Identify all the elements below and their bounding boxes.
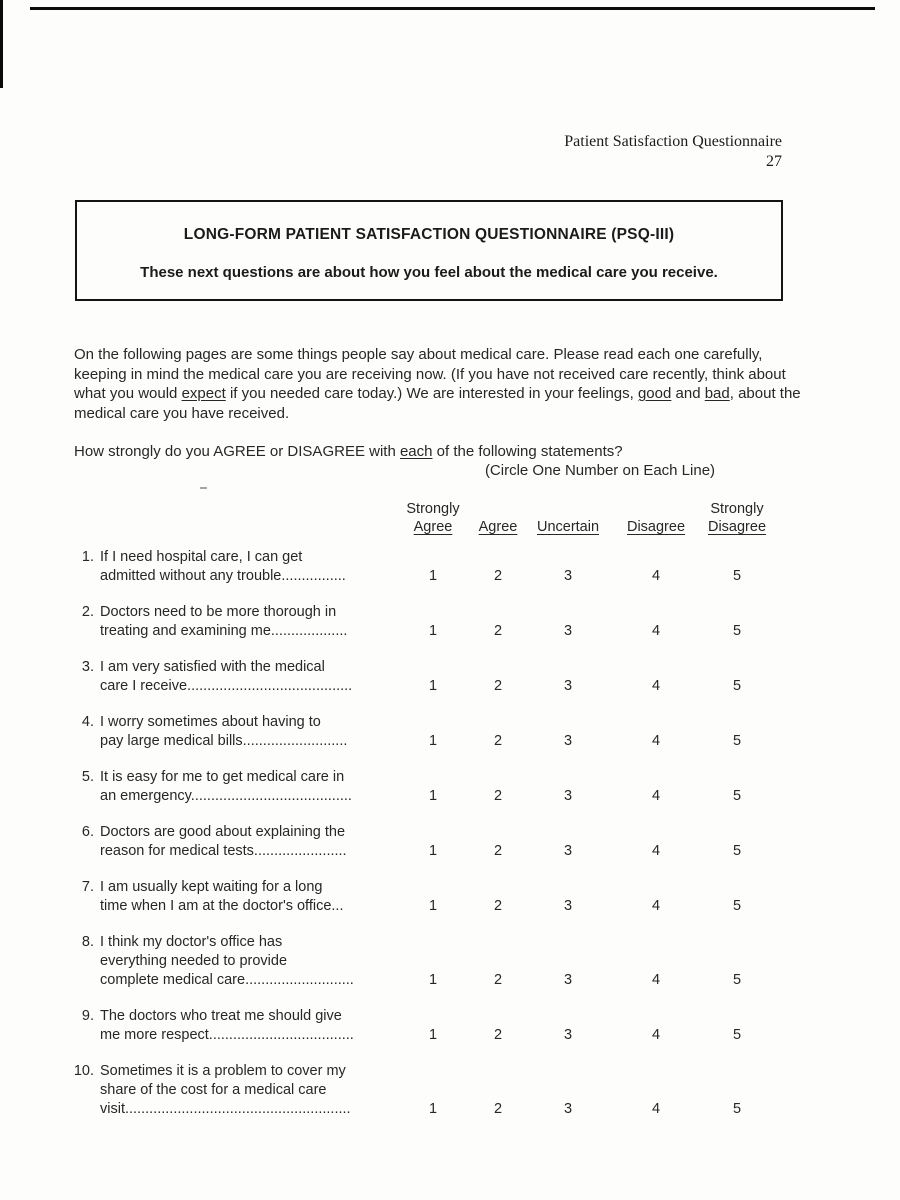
- instruction-text: How strongly do you AGREE or DISAGREE with: [74, 443, 400, 460]
- rating-value: 4: [651, 898, 661, 914]
- rating-value: 3: [563, 678, 573, 694]
- rating-value: 3: [563, 623, 573, 639]
- rating-value: 4: [651, 678, 661, 694]
- item-text-line: reason for medical tests.......................: [100, 843, 347, 859]
- scale-column-uncertain: [530, 494, 606, 536]
- rating-value: 2: [493, 678, 503, 694]
- circle-instruction: (Circle One Number on Each Line): [484, 462, 716, 479]
- item-number: 8.: [81, 934, 94, 950]
- rating-value: 1: [428, 843, 438, 859]
- rating-value: 1: [428, 623, 438, 639]
- item-text: [100, 878, 400, 916]
- item-text: [100, 603, 400, 641]
- questionnaire-row: [72, 603, 842, 641]
- rating-value: 2: [493, 1101, 503, 1117]
- rating-value: 5: [732, 568, 742, 584]
- rating-value: 2: [493, 623, 503, 639]
- rating-value: 2: [493, 788, 503, 804]
- underlined-term-bad: bad: [704, 385, 730, 402]
- scale-label-line: Agree: [413, 519, 453, 535]
- item-text: [100, 1062, 400, 1119]
- rating-value: 3: [563, 1101, 573, 1117]
- rating-value: 5: [732, 1027, 742, 1043]
- page-number: 27: [766, 153, 782, 170]
- item-text-line: share of the cost for a medical care: [100, 1082, 327, 1098]
- rating-value: 2: [493, 1027, 503, 1043]
- item-number: 7.: [81, 879, 94, 895]
- rating-value: 3: [563, 788, 573, 804]
- intro-text: and: [671, 385, 705, 402]
- rating-value: 1: [428, 898, 438, 914]
- scale-label-line: Disagree: [626, 519, 686, 535]
- rating-value: 2: [493, 568, 503, 584]
- item-text-line: It is easy for me to get medical care in: [100, 769, 345, 785]
- rating-value: 3: [563, 898, 573, 914]
- item-text-line: I am very satisfied with the medical: [100, 659, 325, 675]
- item-number: 3.: [81, 659, 94, 675]
- item-text-line: I am usually kept waiting for a long: [100, 879, 323, 895]
- item-text-line: Sometimes it is a problem to cover my: [100, 1063, 346, 1079]
- rating-value: 5: [732, 788, 742, 804]
- rating-scale-header: [400, 494, 768, 536]
- item-text-line: everything needed to provide: [100, 953, 288, 969]
- rating-value: 4: [651, 733, 661, 749]
- rating-value: 5: [732, 843, 742, 859]
- item-text-line: If I need hospital care, I can get: [100, 549, 303, 565]
- rating-value: 1: [428, 788, 438, 804]
- rating-value: 5: [732, 898, 742, 914]
- questionnaire-row: [72, 1062, 842, 1119]
- rating-value: 1: [428, 733, 438, 749]
- rating-value: 3: [563, 733, 573, 749]
- questionnaire-row: [72, 548, 842, 586]
- rating-value: 1: [428, 1027, 438, 1043]
- underlined-term-good: good: [637, 385, 672, 402]
- questionnaire-title: LONG-FORM PATIENT SATISFACTION QUESTIONNAIRE (PSQ-III): [183, 226, 675, 243]
- item-number: 10.: [73, 1063, 94, 1079]
- rating-value: 3: [563, 568, 573, 584]
- scale-label-line: Strongly: [406, 501, 460, 517]
- item-text-line: time when I am at the doctor's office...: [100, 898, 344, 914]
- scale-label-line: Agree: [478, 519, 518, 535]
- item-text-line: visit........................................................: [100, 1101, 351, 1117]
- rating-value: 2: [493, 972, 503, 988]
- rating-value: 1: [428, 678, 438, 694]
- scale-column-strongly-agree: [400, 494, 466, 536]
- item-text-line: I worry sometimes about having to: [100, 714, 321, 730]
- item-text-line: Doctors are good about explaining the: [100, 824, 346, 840]
- item-text-line: Doctors need to be more thorough in: [100, 604, 337, 620]
- scale-label-line: Strongly: [710, 501, 764, 517]
- questionnaire-row: [72, 1007, 842, 1045]
- page-header: [564, 132, 782, 172]
- underlined-term-expect: expect: [181, 385, 226, 402]
- instruction-text: of the following statements?: [432, 443, 623, 460]
- scale-column-disagree: [606, 494, 706, 536]
- questionnaire-subtitle: These next questions are about how you feel about the medical care you receive.: [140, 264, 718, 281]
- item-number: 9.: [81, 1008, 94, 1024]
- rating-value: 5: [732, 1101, 742, 1117]
- rating-value: 4: [651, 843, 661, 859]
- item-number: 6.: [81, 824, 94, 840]
- intro-text: if you needed care today.) We are interested in your feelings,: [225, 385, 638, 402]
- rating-value: 5: [732, 733, 742, 749]
- item-text: [100, 1007, 400, 1045]
- underlined-term-each: each: [399, 443, 433, 460]
- questionnaire-row: [72, 713, 842, 751]
- item-text: [100, 548, 400, 586]
- item-number: 2.: [81, 604, 94, 620]
- scan-artifact-top-line: [30, 7, 875, 10]
- rating-value: 5: [732, 623, 742, 639]
- item-text-line: admitted without any trouble................: [100, 568, 346, 584]
- rating-value: 2: [493, 733, 503, 749]
- questionnaire-row: [72, 658, 842, 696]
- item-text: [100, 768, 400, 806]
- rating-value: 2: [493, 898, 503, 914]
- questionnaire-row: [72, 823, 842, 861]
- rating-value: 4: [651, 788, 661, 804]
- questionnaire-row: [72, 768, 842, 806]
- item-number: 1.: [81, 549, 94, 565]
- questionnaire-row: [72, 878, 842, 916]
- rating-value: 3: [563, 843, 573, 859]
- header-title: Patient Satisfaction Questionnaire: [564, 133, 782, 150]
- rating-value: 1: [428, 972, 438, 988]
- scale-column-strongly-disagree: [706, 494, 768, 536]
- item-text: [100, 658, 400, 696]
- item-number: 5.: [81, 769, 94, 785]
- title-box: [75, 200, 783, 301]
- item-text: [100, 713, 400, 751]
- rating-value: 5: [732, 678, 742, 694]
- item-text-line: I think my doctor's office has: [100, 934, 283, 950]
- rating-value: 4: [651, 1101, 661, 1117]
- item-text-line: complete medical care...........................: [100, 972, 354, 988]
- item-text-line: The doctors who treat me should give: [100, 1008, 342, 1024]
- item-text: [100, 823, 400, 861]
- scan-artifact-left-edge: [0, 0, 3, 88]
- intro-paragraph: [74, 345, 814, 423]
- rating-value: 5: [732, 972, 742, 988]
- scale-label-line: Uncertain: [536, 519, 600, 535]
- rating-value: 3: [563, 972, 573, 988]
- item-text-line: treating and examining me...................: [100, 623, 348, 639]
- questionnaire-rows: [72, 548, 842, 1136]
- rating-value: 1: [428, 1101, 438, 1117]
- item-number: 4.: [81, 714, 94, 730]
- scale-label-line: Disagree: [707, 519, 767, 535]
- item-text-line: pay large medical bills..........................: [100, 733, 348, 749]
- rating-value: 4: [651, 568, 661, 584]
- questionnaire-row: [72, 933, 842, 990]
- item-text-line: care I receive.........................................: [100, 678, 353, 694]
- intro-text: On the following pages are some things people say about medical care. Please read each one carefully, keeping in mind the medical care you are receiving now. (If you have not received care recently, think about what you would: [74, 346, 786, 402]
- scan-speck: [200, 487, 207, 489]
- rating-value: 3: [563, 1027, 573, 1043]
- instruction-line: [74, 443, 814, 460]
- rating-value: 4: [651, 972, 661, 988]
- item-text-line: an emergency........................................: [100, 788, 352, 804]
- rating-value: 2: [493, 843, 503, 859]
- scale-column-agree: [466, 494, 530, 536]
- intro-text: , about the medical care you have received.: [74, 385, 801, 422]
- rating-value: 4: [651, 1027, 661, 1043]
- rating-value: 4: [651, 623, 661, 639]
- item-text: [100, 933, 400, 990]
- rating-value: 1: [428, 568, 438, 584]
- item-text-line: me more respect....................................: [100, 1027, 354, 1043]
